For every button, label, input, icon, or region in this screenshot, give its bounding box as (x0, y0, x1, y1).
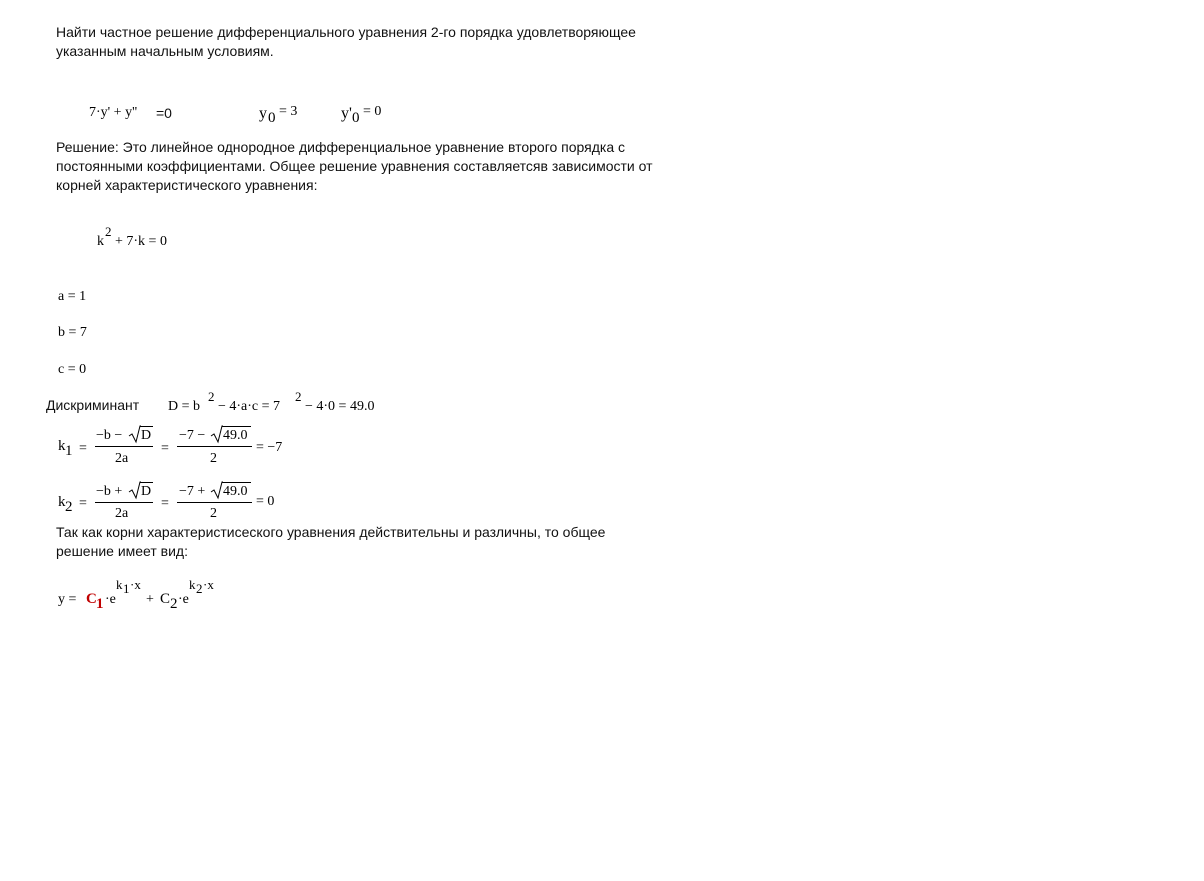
k1-equals: = (79, 441, 87, 456)
general-plus: + (146, 592, 154, 607)
general-c2: C (160, 591, 171, 607)
general-c1-subscript: 1 (96, 596, 104, 612)
sqrt-bar (140, 482, 153, 483)
discriminant-exp2: 2 (295, 389, 302, 404)
discriminant-part3: − 4·0 = 49.0 (305, 399, 375, 414)
general-exp1-x: ·x (130, 577, 141, 592)
k2-label: k (58, 494, 66, 510)
general-exp2-x: ·x (203, 577, 214, 592)
general-exp1-k: k (116, 577, 123, 592)
general-y-equals: y = (58, 592, 77, 607)
sqrt-bar (222, 426, 251, 427)
k1-frac1-numerator-pre: −b − (96, 428, 123, 443)
task-line-2: указанным начальным условиям. (56, 43, 274, 59)
k1-frac2-numerator-pre: −7 − (179, 428, 206, 443)
coef-a: a = 1 (58, 289, 87, 304)
equation-lhs: 7·y' + y'' (89, 105, 138, 120)
yprime0-label: y' (341, 105, 352, 122)
k2-frac2-numerator-pre: −7 + (179, 484, 206, 499)
k1-frac2-denominator: 2 (210, 451, 217, 466)
k2-subscript: 2 (65, 499, 73, 515)
discriminant-label: Дискриминант (46, 397, 140, 413)
general-e2: ·e (178, 592, 189, 607)
y0-value: = 3 (279, 104, 298, 119)
discriminant-part1: D = b (168, 399, 201, 414)
k2-frac2-denominator: 2 (210, 506, 217, 521)
sqrt-icon (211, 425, 223, 443)
solution-line-2: постоянными коэффициентами. Общее решение уравнения составляетсяв зависимости от (56, 158, 653, 174)
sqrt-icon (129, 481, 141, 499)
k1-frac1-radicand: D (141, 428, 152, 443)
sqrt-bar (140, 426, 153, 427)
k2-frac1-radicand: D (141, 484, 152, 499)
char-exponent: 2 (105, 224, 112, 239)
k1-frac2-radicand: 49.0 (223, 428, 248, 443)
fraction-line (95, 502, 153, 503)
y0-label: y (259, 105, 267, 122)
solution-line-1: Решение: Это линейное однородное дифференциальное уравнение второго порядка с (56, 139, 626, 155)
task-line-1: Найти частное решение дифференциального уравнения 2-го порядка удовлетворяющее (56, 24, 636, 40)
char-k: k (97, 234, 104, 249)
yprime0-value: = 0 (363, 104, 382, 119)
k2-result: = 0 (256, 494, 275, 509)
k1-equals-2: = (161, 441, 169, 456)
general-c1: C (86, 591, 97, 607)
fraction-line (95, 446, 153, 447)
char-rest: + 7·k = 0 (115, 234, 167, 249)
yprime0-subscript: 0 (352, 110, 360, 126)
conclusion-line-2: решение имеет вид: (56, 543, 188, 559)
discriminant-exp1: 2 (208, 389, 215, 404)
k2-frac1-numerator-pre: −b + (96, 484, 123, 499)
equation-rhs: =0 (156, 105, 172, 121)
sqrt-bar (222, 482, 251, 483)
general-exp2-k: k (189, 577, 196, 592)
general-exp1-subscript: 1 (123, 581, 130, 596)
k2-frac2-radicand: 49.0 (223, 484, 248, 499)
coef-c: c = 0 (58, 362, 87, 377)
fraction-line (177, 446, 252, 447)
coef-b: b = 7 (58, 325, 87, 340)
general-c2-subscript: 2 (170, 596, 178, 612)
k2-equals-2: = (161, 496, 169, 511)
fraction-line (177, 502, 252, 503)
y0-subscript: 0 (268, 110, 276, 126)
sqrt-icon (129, 425, 141, 443)
general-e1: ·e (105, 592, 116, 607)
k2-equals: = (79, 496, 87, 511)
conclusion-line-1: Так как корни характеристисеского уравнения действительны и различны, то общее (56, 524, 606, 540)
k1-label: k (58, 438, 66, 454)
sqrt-icon (211, 481, 223, 499)
k1-frac1-denominator: 2a (115, 451, 129, 466)
k1-subscript: 1 (65, 443, 73, 459)
k2-frac1-denominator: 2a (115, 506, 129, 521)
general-exp2-subscript: 2 (196, 581, 203, 596)
discriminant-part2: − 4·a·c = 7 (218, 399, 281, 414)
solution-line-3: корней характеристического уравнения: (56, 177, 318, 193)
k1-result: = −7 (256, 440, 283, 455)
